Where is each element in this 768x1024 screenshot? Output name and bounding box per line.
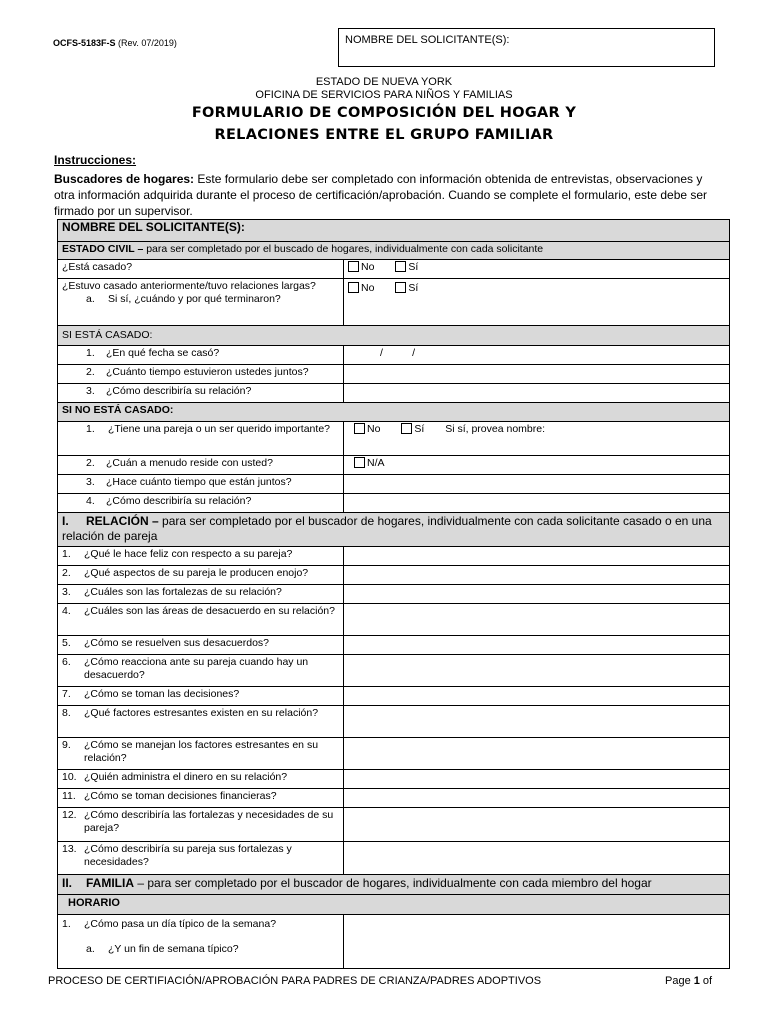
relation-item-11-answer[interactable]: [344, 789, 730, 808]
form-revision: (Rev. 07/2019): [118, 38, 177, 48]
relation-item-num: 13.: [62, 843, 77, 855]
relation-item-row: [58, 770, 730, 789]
partner-no-option[interactable]: [354, 423, 380, 435]
not-married-item-3-text: ¿Hace cuánto tiempo que están juntos?: [106, 476, 292, 488]
partner-answer: [344, 422, 730, 456]
schedule-answer[interactable]: [344, 915, 730, 969]
relation-item-3-answer[interactable]: [344, 585, 730, 604]
married-item-2-text: ¿Cuánto tiempo estuvieron ustedes juntos?: [106, 366, 309, 378]
applicant-header-row: [58, 220, 730, 242]
relation-item-row: [58, 687, 730, 706]
instructions-text: [54, 171, 726, 219]
instructions-lead: Buscadores de hogares:: [54, 172, 195, 186]
footer-page: [665, 975, 712, 987]
relation-item-row: [58, 789, 730, 808]
relation-item-4: [58, 604, 344, 636]
instructions-body: Este formulario debe ser completado con información obtenida de entrevistas, observaciones y otra información adquirida durante el proceso de certificación/aprobación. Cuando se complete el formulario, este debe ser firmado por un supervisor.: [54, 172, 708, 218]
married-item-1: [58, 346, 344, 365]
married-item-2-num: 2.: [86, 366, 95, 378]
relation-item-8-answer[interactable]: [344, 706, 730, 738]
section-2-bold: FAMILIA: [86, 876, 134, 890]
relation-item-row: [58, 636, 730, 655]
married-yes-option[interactable]: [395, 261, 418, 273]
not-married-item-2-num: 2.: [86, 457, 95, 469]
schedule-question: [58, 915, 344, 969]
section-1-bold: RELACIÓN –: [86, 514, 159, 528]
married-date-answer[interactable]: [344, 346, 730, 365]
applicant-name-box-label: NOMBRE DEL SOLICITANTE(S):: [345, 34, 510, 46]
relation-item-num: 1.: [62, 548, 71, 560]
relation-item-13: [58, 842, 344, 875]
not-married-item-1-text: ¿Tiene una pareja o un ser querido importante?: [108, 423, 330, 435]
relation-item-12: [58, 808, 344, 842]
relation-item-text: ¿Cómo describiría las fortalezas y necesidades de su pareja?: [84, 809, 334, 834]
relation-item-row: [58, 738, 730, 770]
prev-married-row: [58, 279, 730, 326]
relation-item-6: [58, 655, 344, 687]
relation-item-text: ¿Cómo reacciona ante su pareja cuando hay un desacuerdo?: [84, 656, 309, 681]
not-married-item-2-text: ¿Cuán a menudo reside con usted?: [106, 457, 273, 469]
relation-item-row: [58, 808, 730, 842]
relation-item-num: 5.: [62, 637, 71, 649]
partner-no-label: No: [367, 423, 381, 435]
office-name: OFICINA DE SERVICIOS PARA NIÑOS Y FAMILIAS: [255, 89, 513, 101]
section-1-num: I.: [62, 514, 69, 528]
relation-item-text: ¿Cómo se toman las decisiones?: [84, 688, 240, 700]
not-married-item-4-text: ¿Cómo describiría su relación?: [106, 495, 252, 507]
relation-item-10: [58, 770, 344, 789]
schedule-row: [58, 895, 730, 915]
prev-married-yes-checkbox[interactable]: [395, 282, 406, 293]
footer-page-prefix: Page: [665, 975, 694, 987]
relation-item-10-answer[interactable]: [344, 770, 730, 789]
applicant-header: NOMBRE DEL SOLICITANTE(S):: [58, 220, 730, 242]
prev-married-no-checkbox[interactable]: [348, 282, 359, 293]
relation-item-text: ¿Cómo se resuelven sus desacuerdos?: [84, 637, 270, 649]
not-married-item-4: [58, 494, 344, 513]
married-yes-label: Sí: [408, 261, 419, 273]
relation-item-num: 12.: [62, 809, 77, 821]
section-1-header: [58, 513, 730, 547]
schedule-question-row: [58, 915, 730, 969]
married-question: ¿Está casado?: [58, 260, 344, 279]
state-name: ESTADO DE NUEVA YORK: [315, 76, 453, 88]
relation-item-7: [58, 687, 344, 706]
married-item-row: [58, 365, 730, 384]
relation-item-9-answer[interactable]: [344, 738, 730, 770]
prev-married-sub-text: Si sí, ¿cuándo y por qué terminaron?: [108, 293, 281, 305]
section-2-row: [58, 875, 730, 895]
section-1-rest: para ser completado por el buscador de hogares, individualmente con cada solicitante casado o en una relación de pareja: [62, 514, 712, 543]
relation-item-row: [58, 585, 730, 604]
relation-item-num: 6.: [62, 656, 71, 668]
relation-item-row: [58, 842, 730, 875]
relation-item-text: ¿Quién administra el dinero en su relación?: [84, 771, 288, 783]
prev-married-no-label: No: [361, 282, 375, 294]
footer-page-suffix: of: [699, 975, 713, 987]
date-slashes: / /: [380, 347, 416, 359]
married-item-row: [58, 384, 730, 403]
relation-item-num: 4.: [62, 605, 71, 617]
married-item-2: [58, 365, 344, 384]
relation-item-row: [58, 566, 730, 585]
married-item-3-num: 3.: [86, 385, 95, 397]
if-not-married-row: [58, 403, 730, 422]
schedule-header: HORARIO: [58, 895, 730, 915]
married-item-1-num: 1.: [86, 347, 95, 359]
relation-item-num: 3.: [62, 586, 71, 598]
relation-item-num: 2.: [62, 567, 71, 579]
relation-item-4-answer[interactable]: [344, 604, 730, 636]
section-2-rest: – para ser completado por el buscador de hogares, individualmente con cada miembro del hogar: [134, 876, 652, 890]
relation-item-text: ¿Cómo se toman decisiones financieras?: [84, 790, 277, 802]
relation-item-9: [58, 738, 344, 770]
prev-married-text: ¿Estuvo casado anteriormente/tuvo relaciones largas?: [62, 280, 316, 292]
relation-item-num: 9.: [62, 739, 71, 751]
not-married-item-row: [58, 422, 730, 456]
footer-page-num: 1: [693, 975, 700, 987]
if-married-row: [58, 326, 730, 346]
not-married-item-1: [58, 422, 344, 456]
relation-item-text: ¿Cómo se manejan los factores estresantes en su relación?: [84, 739, 319, 764]
relation-item-8: [58, 706, 344, 738]
relation-item-row: [58, 655, 730, 687]
relation-item-text: ¿Qué factores estresantes existen en su relación?: [84, 707, 319, 719]
civil-status-header: [58, 242, 730, 260]
relation-item-text: ¿Qué aspectos de su pareja le producen enojo?: [84, 567, 309, 579]
provide-name-label: Si sí, provea nombre:: [445, 423, 545, 435]
not-married-item-row: [58, 475, 730, 494]
partner-yes-option[interactable]: [401, 423, 424, 435]
married-no-option[interactable]: [348, 261, 374, 273]
prev-married-yes-option[interactable]: [395, 282, 418, 294]
if-married-header: SI ESTÁ CASADO:: [58, 326, 730, 346]
section-2-header: [58, 875, 730, 895]
relation-item-1: [58, 547, 344, 566]
schedule-q-num: 1.: [62, 918, 71, 930]
married-yes-checkbox[interactable]: [395, 261, 406, 272]
married-item-row: [58, 346, 730, 365]
relation-item-num: 8.: [62, 707, 71, 719]
not-married-item-row: [58, 494, 730, 513]
prev-married-no-option[interactable]: [348, 282, 374, 294]
relation-item-2: [58, 566, 344, 585]
applicant-name-box[interactable]: [338, 28, 715, 67]
if-not-married-header: SI NO ESTÁ CASADO:: [58, 403, 730, 422]
relation-item-7-answer[interactable]: [344, 687, 730, 706]
relation-item-12-answer[interactable]: [344, 808, 730, 842]
footer-process: PROCESO DE CERTIFIACIÓN/APROBACIÓN PARA PADRES DE CRIANZA/PADRES ADOPTIVOS: [48, 975, 542, 987]
partner-yes-checkbox[interactable]: [401, 423, 412, 434]
schedule-sub-text: ¿Y un fin de semana típico?: [108, 943, 239, 955]
relation-item-6-answer[interactable]: [344, 655, 730, 687]
section-1-row: [58, 513, 730, 547]
civil-status-rest: para ser completado por el buscado de hogares, individualmente con cada solicitante: [143, 243, 544, 255]
form-title-line1: FORMULARIO DE COMPOSICIÓN DEL HOGAR Y: [191, 105, 577, 121]
relation-item-2-answer[interactable]: [344, 566, 730, 585]
relation-item-1-answer[interactable]: [344, 547, 730, 566]
civil-status-bold: ESTADO CIVIL –: [62, 243, 144, 255]
not-married-item-3-answer[interactable]: [344, 475, 730, 494]
relation-item-text: ¿Cómo describiría su pareja sus fortalezas y necesidades?: [84, 843, 292, 868]
civil-status-row: [58, 242, 730, 260]
relation-item-num: 7.: [62, 688, 71, 700]
na-label: N/A: [367, 457, 385, 469]
married-item-2-answer[interactable]: [344, 365, 730, 384]
relation-item-11: [58, 789, 344, 808]
relation-item-5: [58, 636, 344, 655]
not-married-item-row: [58, 456, 730, 475]
prev-married-sub: [62, 293, 339, 306]
married-item-3-text: ¿Cómo describiría su relación?: [106, 385, 252, 397]
na-checkbox[interactable]: [354, 457, 365, 468]
prev-married-answer: [344, 279, 730, 326]
instructions-heading: Instrucciones:: [54, 153, 137, 167]
relation-item-text: ¿Cuáles son las áreas de desacuerdo en su relación?: [84, 605, 335, 617]
relation-item-row: [58, 604, 730, 636]
section-2-num: II.: [62, 876, 73, 890]
form-code: [53, 38, 177, 48]
composition-form-table: [57, 219, 730, 969]
relation-item-13-answer[interactable]: [344, 842, 730, 875]
relation-item-3: [58, 585, 344, 604]
prev-married-question: [58, 279, 344, 326]
not-married-item-3: [58, 475, 344, 494]
not-married-item-2: [58, 456, 344, 475]
form-code-id: OCFS-5183F-S: [53, 38, 116, 48]
na-option[interactable]: [354, 457, 385, 469]
schedule-sub-num: a.: [86, 943, 95, 955]
married-answer: [344, 260, 730, 279]
relation-item-row: [58, 547, 730, 566]
partner-no-checkbox[interactable]: [354, 423, 365, 434]
relation-item-row: [58, 706, 730, 738]
not-married-item-1-num: 1.: [86, 423, 95, 435]
prev-married-yes-label: Sí: [408, 282, 419, 294]
relation-item-text: ¿Cuáles son las fortalezas de su relación?: [84, 586, 282, 598]
not-married-item-3-num: 3.: [86, 476, 95, 488]
relation-item-num: 10.: [62, 771, 77, 783]
form-title-line2: RELACIONES ENTRE EL GRUPO FAMILIAR: [214, 127, 554, 143]
cohabit-answer: [344, 456, 730, 475]
prev-married-sub-num: a.: [86, 293, 95, 305]
relation-item-num: 11.: [62, 790, 76, 802]
relation-item-5-answer[interactable]: [344, 636, 730, 655]
partner-yes-label: Sí: [414, 423, 425, 435]
not-married-item-4-num: 4.: [86, 495, 95, 507]
relation-item-text: ¿Qué le hace feliz con respecto a su pareja?: [84, 548, 293, 560]
not-married-item-4-answer[interactable]: [344, 494, 730, 513]
married-no-checkbox[interactable]: [348, 261, 359, 272]
married-item-3-answer[interactable]: [344, 384, 730, 403]
schedule-q-text: ¿Cómo pasa un día típico de la semana?: [84, 918, 277, 930]
married-item-1-text: ¿En qué fecha se casó?: [106, 347, 220, 359]
married-question-row: [58, 260, 730, 279]
married-item-3: [58, 384, 344, 403]
married-no-label: No: [361, 261, 375, 273]
